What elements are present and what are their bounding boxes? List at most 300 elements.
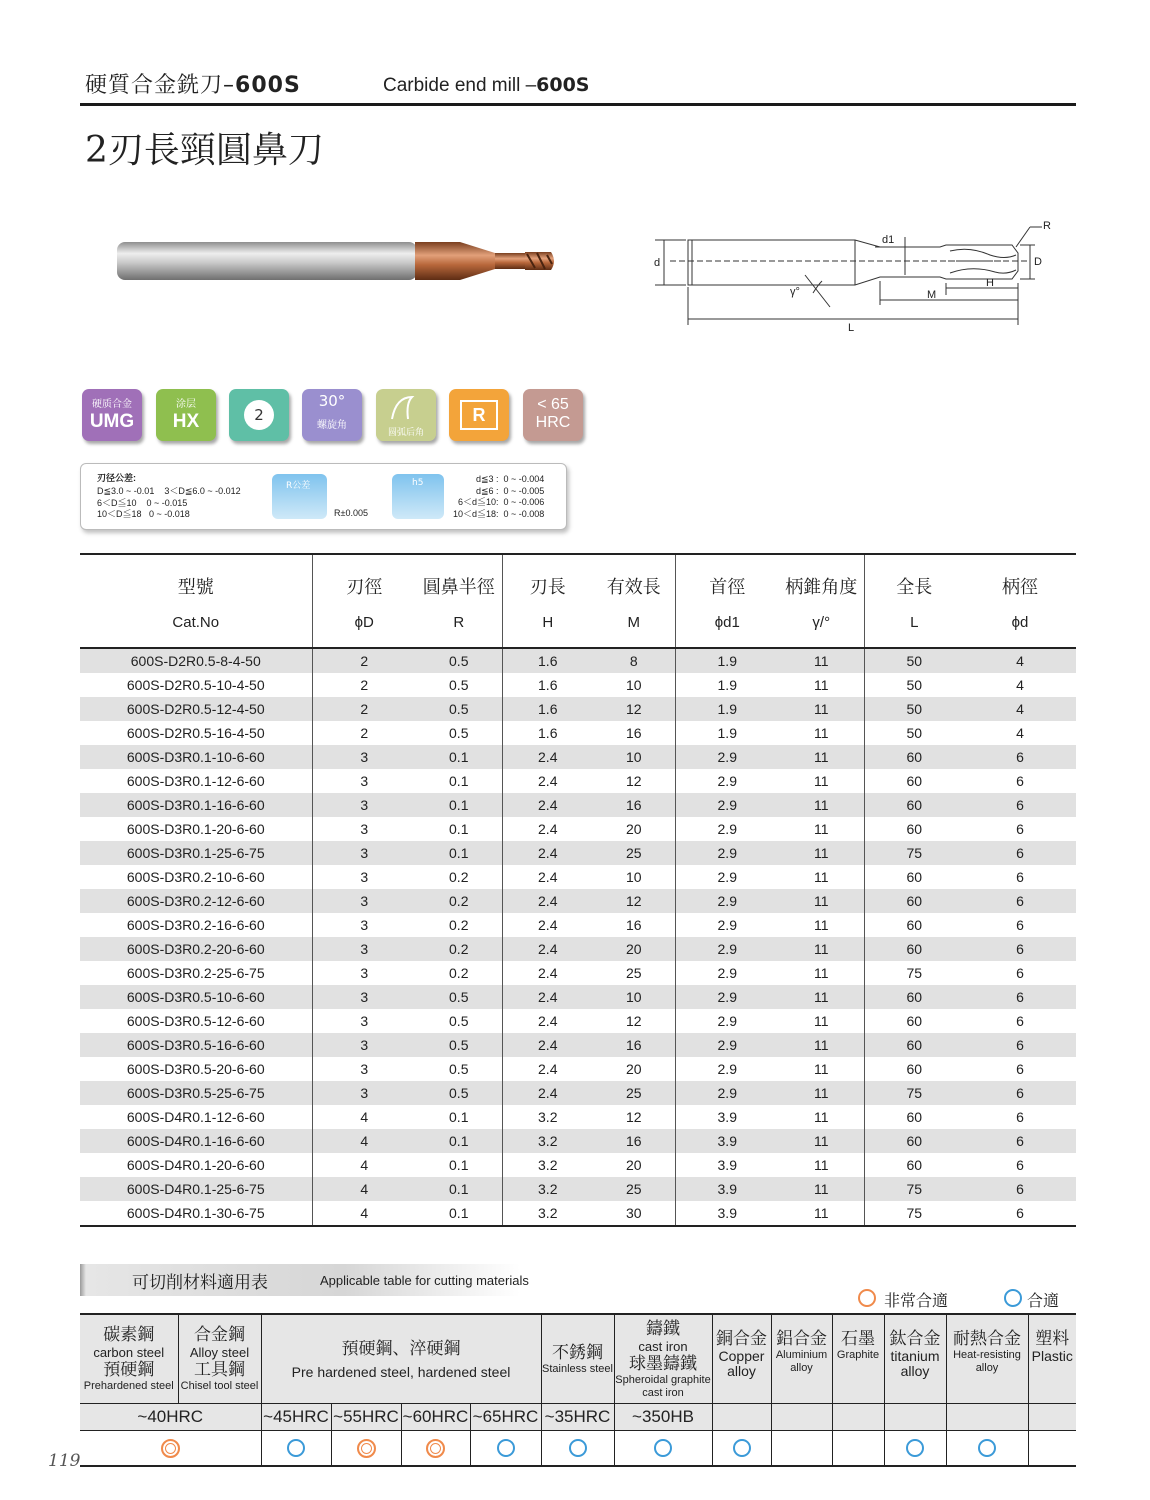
material-copper-alloy: 銅合金 Copper alloy <box>712 1314 771 1404</box>
badge-carbide: 硬质合金 UMG <box>82 389 142 441</box>
suitability-row <box>80 1431 1076 1467</box>
table-cell: 4 <box>360 1157 369 1173</box>
table-cell: 2.4 <box>538 869 558 885</box>
table-row <box>80 1057 1076 1081</box>
hardness-60: ~60HRC <box>401 1404 470 1431</box>
shank-tolerance-values: d≦3 : 0 ~ -0.004 d≦6 : 0 ~ -0.005 6＜d≦10: 0 ~ -0.006 10＜d≦18: 0 ~ -0.008 <box>453 474 545 519</box>
table-cell: 11 <box>779 673 864 697</box>
cat-no-cell: 600S-D3R0.5-25-6-75 <box>80 1081 312 1105</box>
table-cell: 1.9 <box>717 725 737 741</box>
table-cell: 11 <box>779 817 864 841</box>
dim-l-label: L <box>848 322 855 334</box>
table-cell: 11 <box>779 1129 864 1153</box>
suitable-circle-icon <box>654 1439 672 1457</box>
table-cell: 12 <box>593 1009 675 1033</box>
header-l-en: L <box>864 610 964 648</box>
table-row <box>80 697 1076 721</box>
table-row <box>80 865 1076 889</box>
table-cell: 2.9 <box>675 1033 779 1057</box>
table-cell: 0.1 <box>416 817 502 841</box>
table-cell: 60 <box>864 1033 964 1057</box>
corner-radius-icon: R <box>460 400 498 430</box>
table-cell: 2.9 <box>675 841 779 865</box>
badge-corner-radius <box>449 389 509 441</box>
table-cell: 11 <box>779 721 864 745</box>
table-cell: 0.5 <box>416 1081 502 1105</box>
table-cell: 3.9 <box>675 1201 779 1226</box>
table-cell: 6 <box>1016 869 1024 885</box>
table-cell: 75 <box>864 841 964 865</box>
material-titanium-alloy: 鈦合金 titanium alloy <box>884 1314 946 1404</box>
table-row <box>80 769 1076 793</box>
table-row <box>80 913 1076 937</box>
table-cell: 11 <box>779 1057 864 1081</box>
table-cell: 50 <box>864 697 964 721</box>
header-title-en: Carbide end mill –600S <box>383 74 590 96</box>
table-cell: 0.1 <box>416 1105 502 1129</box>
table-cell: 11 <box>779 1177 864 1201</box>
header-l-cn: 全長 <box>864 554 964 610</box>
table-cell: 0.1 <box>416 769 502 793</box>
header-title-cn: 硬質合金銑刀–600S <box>85 73 301 98</box>
table-cell: 75 <box>864 1081 964 1105</box>
table-cell: 12 <box>593 1105 675 1129</box>
table-cell: 2.9 <box>717 1061 737 1077</box>
cat-no-cell: 600S-D4R0.1-12-6-60 <box>80 1105 312 1129</box>
dim-big-d-label: D <box>1034 256 1042 268</box>
table-row <box>80 1177 1076 1201</box>
table-cell: 2.4 <box>502 841 593 865</box>
table-cell: 16 <box>593 1129 675 1153</box>
table-cell: 11 <box>779 961 864 985</box>
dim-d1-label: d1 <box>882 234 895 246</box>
table-cell: 25 <box>593 961 675 985</box>
table-cell: 4 <box>964 697 1076 721</box>
dimension-drawing <box>650 215 1070 340</box>
table-cell: 6 <box>1016 1013 1024 1029</box>
table-cell: 0.1 <box>416 793 502 817</box>
table-cell: 6 <box>964 889 1076 913</box>
hardness-45: ~45HRC <box>261 1404 331 1431</box>
table-cell: 0.1 <box>416 841 502 865</box>
table-cell: 75 <box>864 1201 964 1226</box>
table-cell: 2.9 <box>717 1013 737 1029</box>
cat-no-cell: 600S-D3R0.1-20-6-60 <box>80 817 312 841</box>
header-h-cn: 刃長 <box>502 554 593 610</box>
table-cell: 1.6 <box>538 725 558 741</box>
table-cell: 3 <box>360 869 369 885</box>
table-row <box>80 793 1076 817</box>
header-m-cn: 有效長 <box>593 554 675 610</box>
table-cell: 3.2 <box>502 1201 593 1226</box>
table-cell: 60 <box>864 937 964 961</box>
table-cell: 2.9 <box>717 869 737 885</box>
badge-coating: 涂层 HX <box>156 389 216 441</box>
table-cell: 0.5 <box>416 985 502 1009</box>
table-cell: 2 <box>312 648 416 673</box>
table-row <box>80 961 1076 985</box>
cat-no-cell: 600S-D3R0.1-10-6-60 <box>80 745 312 769</box>
table-cell: 60 <box>906 869 923 885</box>
table-cell: 4 <box>1016 725 1024 741</box>
suitable-circle-icon <box>1004 1289 1022 1307</box>
table-cell: 2.4 <box>538 821 558 837</box>
table-cell: 2.4 <box>502 937 593 961</box>
table-cell: 2 <box>312 697 416 721</box>
table-cell: 1.9 <box>717 677 737 693</box>
very-good-circle-icon <box>357 1439 376 1458</box>
table-cell: 2.9 <box>675 985 779 1009</box>
table-cell: 6 <box>1016 1157 1024 1173</box>
table-row <box>80 1201 1076 1226</box>
header-r-cn: 圓鼻半徑 <box>416 554 502 610</box>
table-cell: 2.9 <box>675 889 779 913</box>
table-cell: 16 <box>593 721 675 745</box>
header-cat-en: Cat.No <box>80 610 312 648</box>
table-cell: 6 <box>964 1129 1076 1153</box>
table-cell: 3.2 <box>502 1177 593 1201</box>
header-shank-cn: 柄徑 <box>964 554 1076 610</box>
table-cell: 30 <box>593 1201 675 1226</box>
cat-no-cell: 600S-D2R0.5-16-4-50 <box>80 721 312 745</box>
header-gamma-en: γ/° <box>779 610 864 648</box>
table-cell: 75 <box>906 965 923 981</box>
end-mill-photo <box>115 240 560 282</box>
table-cell: 0.1 <box>416 1201 502 1226</box>
header-m-en: M <box>593 610 675 648</box>
table-cell: 60 <box>906 821 923 837</box>
table-cell: 2 <box>360 725 369 741</box>
cat-no-cell: 600S-D4R0.1-30-6-75 <box>80 1201 312 1226</box>
materials-title-en: Applicable table for cutting materials <box>320 1273 529 1288</box>
table-cell: 11 <box>779 1201 864 1226</box>
table-row <box>80 985 1076 1009</box>
table-cell: 3 <box>312 985 416 1009</box>
table-cell: 25 <box>593 1081 675 1105</box>
table-cell: 3 <box>360 917 369 933</box>
table-cell: 3.9 <box>675 1129 779 1153</box>
table-cell: 3 <box>360 965 369 981</box>
table-cell: 0.1 <box>416 1177 502 1201</box>
table-cell: 6 <box>1016 965 1024 981</box>
table-cell: 3 <box>360 1061 369 1077</box>
table-cell: 12 <box>593 889 675 913</box>
table-row <box>80 937 1076 961</box>
table-row <box>80 841 1076 865</box>
table-cell: 2.9 <box>675 793 779 817</box>
cat-no-cell: 600S-D4R0.1-25-6-75 <box>80 1177 312 1201</box>
hardness-350hb: ~350HB <box>614 1404 712 1431</box>
material-plastic: 塑料 Plastic <box>1028 1314 1076 1404</box>
table-cell: 3 <box>312 793 416 817</box>
table-cell: 10 <box>593 745 675 769</box>
table-cell: 12 <box>593 769 675 793</box>
table-cell: 60 <box>906 1157 923 1173</box>
badge-arc-clearance: 圆弧后角 <box>376 389 436 441</box>
table-cell: 20 <box>593 1153 675 1177</box>
table-cell: 11 <box>779 913 864 937</box>
h5-tolerance-icon: h5 <box>392 474 444 519</box>
badge-hardness: < 65 HRC <box>523 389 583 441</box>
flutes-icon: 2 <box>244 400 274 430</box>
material-heat-resisting-alloy: 耐熱合金 Heat-resisting alloy <box>946 1314 1028 1404</box>
table-cell: 25 <box>593 841 675 865</box>
table-cell: 4 <box>312 1201 416 1226</box>
table-cell: 16 <box>593 793 675 817</box>
table-cell: 6 <box>964 1201 1076 1226</box>
spec-table-body <box>80 648 1076 1226</box>
header-h-en: H <box>502 610 593 648</box>
table-cell: 1.6 <box>502 648 593 673</box>
table-row <box>80 745 1076 769</box>
table-cell: 2.9 <box>675 1081 779 1105</box>
table-cell: 6 <box>964 1177 1076 1201</box>
table-row <box>80 1129 1076 1153</box>
table-row <box>80 817 1076 841</box>
table-cell: 3.9 <box>717 1157 737 1173</box>
table-cell: 0.2 <box>416 865 502 889</box>
cat-no-cell: 600S-D3R0.1-16-6-60 <box>80 793 312 817</box>
cat-no-cell: 600S-D3R0.2-10-6-60 <box>80 865 312 889</box>
table-cell: 11 <box>779 985 864 1009</box>
cat-no-cell: 600S-D3R0.2-16-6-60 <box>80 913 312 937</box>
table-cell: 3 <box>312 889 416 913</box>
table-cell: 8 <box>593 648 675 673</box>
table-row <box>80 1105 1076 1129</box>
table-cell: 2.9 <box>717 917 737 933</box>
table-cell: 0.1 <box>416 1153 502 1177</box>
r-tolerance-value: R±0.005 <box>334 508 368 518</box>
cat-no-cell: 600S-D3R0.5-16-6-60 <box>80 1033 312 1057</box>
hardness-55: ~55HRC <box>331 1404 401 1431</box>
cat-no-cell: 600S-D3R0.2-20-6-60 <box>80 937 312 961</box>
table-cell: 6 <box>964 1033 1076 1057</box>
table-cell: 16 <box>593 913 675 937</box>
table-cell: 0.1 <box>416 1129 502 1153</box>
table-cell: 50 <box>906 677 923 693</box>
suitability-cell <box>946 1431 1028 1467</box>
table-cell: 2.9 <box>675 937 779 961</box>
table-cell: 4 <box>964 648 1076 673</box>
table-cell: 2.4 <box>502 793 593 817</box>
table-cell: 6 <box>964 1081 1076 1105</box>
table-cell: 6 <box>1016 917 1024 933</box>
table-cell: 10 <box>593 985 675 1009</box>
legend-suitable: 合適 <box>1027 1291 1060 1310</box>
table-cell: 3 <box>360 1013 369 1029</box>
table-row <box>80 1153 1076 1177</box>
cat-no-cell: 600S-D3R0.2-25-6-75 <box>80 961 312 985</box>
table-cell: 0.5 <box>416 1009 502 1033</box>
table-cell: 60 <box>864 793 964 817</box>
table-cell: 60 <box>906 773 923 789</box>
table-cell: 6 <box>1016 821 1024 837</box>
cat-no-cell: 600S-D3R0.1-12-6-60 <box>80 769 312 793</box>
table-row <box>80 673 1076 697</box>
table-row <box>80 648 1076 673</box>
table-cell: 11 <box>779 648 864 673</box>
table-row <box>80 721 1076 745</box>
table-row <box>80 1009 1076 1033</box>
material-cast-iron: 鑄鐵 cast iron 球墨鑄鐵 Spheroidal graphite cast iron <box>614 1314 712 1404</box>
header-r-en: R <box>416 610 502 648</box>
table-cell: 6 <box>1016 773 1024 789</box>
suitable-circle-icon <box>569 1439 587 1457</box>
table-cell: 1.9 <box>675 648 779 673</box>
table-cell: 60 <box>864 985 964 1009</box>
suitability-cell <box>832 1431 884 1467</box>
table-cell: 0.5 <box>416 673 502 697</box>
material-stainless-steel: 不銹鋼 Stainless steel <box>541 1314 614 1404</box>
suitability-cell <box>614 1431 712 1467</box>
header-gamma-cn: 柄錐角度 <box>779 554 864 610</box>
table-cell: 2 <box>360 677 369 693</box>
table-cell: 2.9 <box>675 745 779 769</box>
table-cell: 11 <box>779 745 864 769</box>
table-cell: 0.1 <box>416 745 502 769</box>
table-cell: 11 <box>779 1033 864 1057</box>
table-cell: 11 <box>779 1105 864 1129</box>
table-cell: 4 <box>312 1129 416 1153</box>
table-cell: 11 <box>779 697 864 721</box>
hardness-35: ~35HRC <box>541 1404 614 1431</box>
header-d1-en: ϕd1 <box>675 610 779 648</box>
r-tolerance-icon: R公差 <box>272 474 327 519</box>
cat-no-cell: 600S-D3R0.5-12-6-60 <box>80 1009 312 1033</box>
suitability-cell <box>541 1431 614 1467</box>
table-cell: 1.9 <box>675 697 779 721</box>
materials-title-cn: 可切削材料適用表 <box>132 1273 268 1293</box>
table-cell: 2.9 <box>717 773 737 789</box>
header-rule <box>80 103 1076 106</box>
table-cell: 12 <box>593 697 675 721</box>
table-cell: 3 <box>312 1033 416 1057</box>
cat-no-cell: 600S-D3R0.5-10-6-60 <box>80 985 312 1009</box>
table-cell: 60 <box>906 1013 923 1029</box>
table-cell: 0.5 <box>416 648 502 673</box>
badge-helix-angle: 30° 螺旋角 <box>302 389 362 441</box>
header-cat-cn: 型號 <box>80 554 312 610</box>
header-d-en: ϕD <box>312 610 416 648</box>
badge-flutes <box>229 389 289 441</box>
table-cell: 11 <box>779 865 864 889</box>
table-cell: 20 <box>593 937 675 961</box>
header-shank-en: ϕd <box>964 610 1076 648</box>
table-cell: 2.4 <box>502 985 593 1009</box>
dim-m-label: M <box>927 289 937 301</box>
table-cell: 1.6 <box>502 697 593 721</box>
cat-no-cell: 600S-D3R0.2-12-6-60 <box>80 889 312 913</box>
page-number: 119 <box>48 1451 81 1471</box>
table-cell: 3 <box>360 821 369 837</box>
table-cell: 4 <box>1016 677 1024 693</box>
table-cell: 0.2 <box>416 913 502 937</box>
table-cell: 3.2 <box>538 1157 558 1173</box>
table-cell: 2.4 <box>538 1013 558 1029</box>
table-cell: 2.4 <box>538 1061 558 1077</box>
table-cell: 0.5 <box>416 721 502 745</box>
table-cell: 11 <box>779 841 864 865</box>
table-cell: 60 <box>864 745 964 769</box>
cat-no-cell: 600S-D4R0.1-16-6-60 <box>80 1129 312 1153</box>
cat-no-cell: 600S-D4R0.1-20-6-60 <box>80 1153 312 1177</box>
suitability-cell <box>1028 1431 1076 1467</box>
spec-table <box>80 553 1076 1227</box>
suitable-circle-icon <box>733 1439 751 1457</box>
table-cell: 2.4 <box>538 917 558 933</box>
table-cell: 2.4 <box>502 1081 593 1105</box>
header-d-cn: 刃徑 <box>312 554 416 610</box>
table-cell: 3.2 <box>538 1109 558 1125</box>
arc-clearance-icon <box>386 393 426 421</box>
table-cell: 2.9 <box>717 821 737 837</box>
suitable-circle-icon <box>287 1439 305 1457</box>
dim-d-label: d <box>654 257 661 269</box>
table-cell: 2.4 <box>502 745 593 769</box>
table-cell: 60 <box>864 889 964 913</box>
dim-r-label: R <box>1043 220 1051 232</box>
table-cell: 6 <box>964 937 1076 961</box>
table-cell: 3 <box>312 937 416 961</box>
material-aluminium-alloy: 鋁合金 Aluminium alloy <box>771 1314 832 1404</box>
diameter-tolerance-values: D≦3.0 ~ -0.01 3＜D≦6.0 ~ -0.012 6＜D≦10 0 ~ -0.015 10＜D≦18 0 ~ -0.018 <box>97 486 241 519</box>
suitability-cell <box>470 1431 541 1467</box>
table-cell: 11 <box>779 769 864 793</box>
page-subtitle: 2刃長頸圓鼻刀 <box>85 130 324 171</box>
table-cell: 11 <box>779 1009 864 1033</box>
table-cell: 3 <box>312 841 416 865</box>
table-cell: 2.4 <box>502 889 593 913</box>
materials-table <box>80 1313 1076 1467</box>
table-cell: 2.4 <box>502 1033 593 1057</box>
table-row <box>80 1033 1076 1057</box>
cat-no-cell: 600S-D2R0.5-12-4-50 <box>80 697 312 721</box>
table-cell: 3 <box>312 745 416 769</box>
table-cell: 11 <box>779 889 864 913</box>
dim-h-label: H <box>986 277 994 289</box>
table-cell: 50 <box>906 725 923 741</box>
table-cell: 0.5 <box>416 1033 502 1057</box>
suitability-cell <box>331 1431 401 1467</box>
table-cell: 3 <box>312 1081 416 1105</box>
table-cell: 11 <box>779 1081 864 1105</box>
table-cell: 2.9 <box>717 965 737 981</box>
suitability-cell <box>261 1431 331 1467</box>
table-cell: 0.2 <box>416 889 502 913</box>
table-cell: 0.5 <box>416 697 502 721</box>
table-cell: 20 <box>593 1057 675 1081</box>
cat-no-cell: 600S-D3R0.5-20-6-60 <box>80 1057 312 1081</box>
table-cell: 6 <box>1016 1109 1024 1125</box>
very-good-circle-icon <box>161 1439 180 1458</box>
table-row <box>80 889 1076 913</box>
table-cell: 10 <box>593 865 675 889</box>
material-graphite: 石墨 Graphite <box>832 1314 884 1404</box>
table-cell: 3.9 <box>675 1177 779 1201</box>
table-cell: 75 <box>864 1177 964 1201</box>
table-cell: 0.2 <box>416 937 502 961</box>
table-cell: 6 <box>964 841 1076 865</box>
suitability-cell <box>401 1431 470 1467</box>
hardness-65: ~65HRC <box>470 1404 541 1431</box>
table-cell: 6 <box>1016 1061 1024 1077</box>
table-cell: 20 <box>593 817 675 841</box>
table-cell: 60 <box>906 1061 923 1077</box>
dim-gamma-label: γ° <box>790 286 800 298</box>
diameter-tolerance-title: 刃径公差: <box>97 473 136 483</box>
table-cell: 25 <box>593 1177 675 1201</box>
table-cell: 3.9 <box>717 1109 737 1125</box>
